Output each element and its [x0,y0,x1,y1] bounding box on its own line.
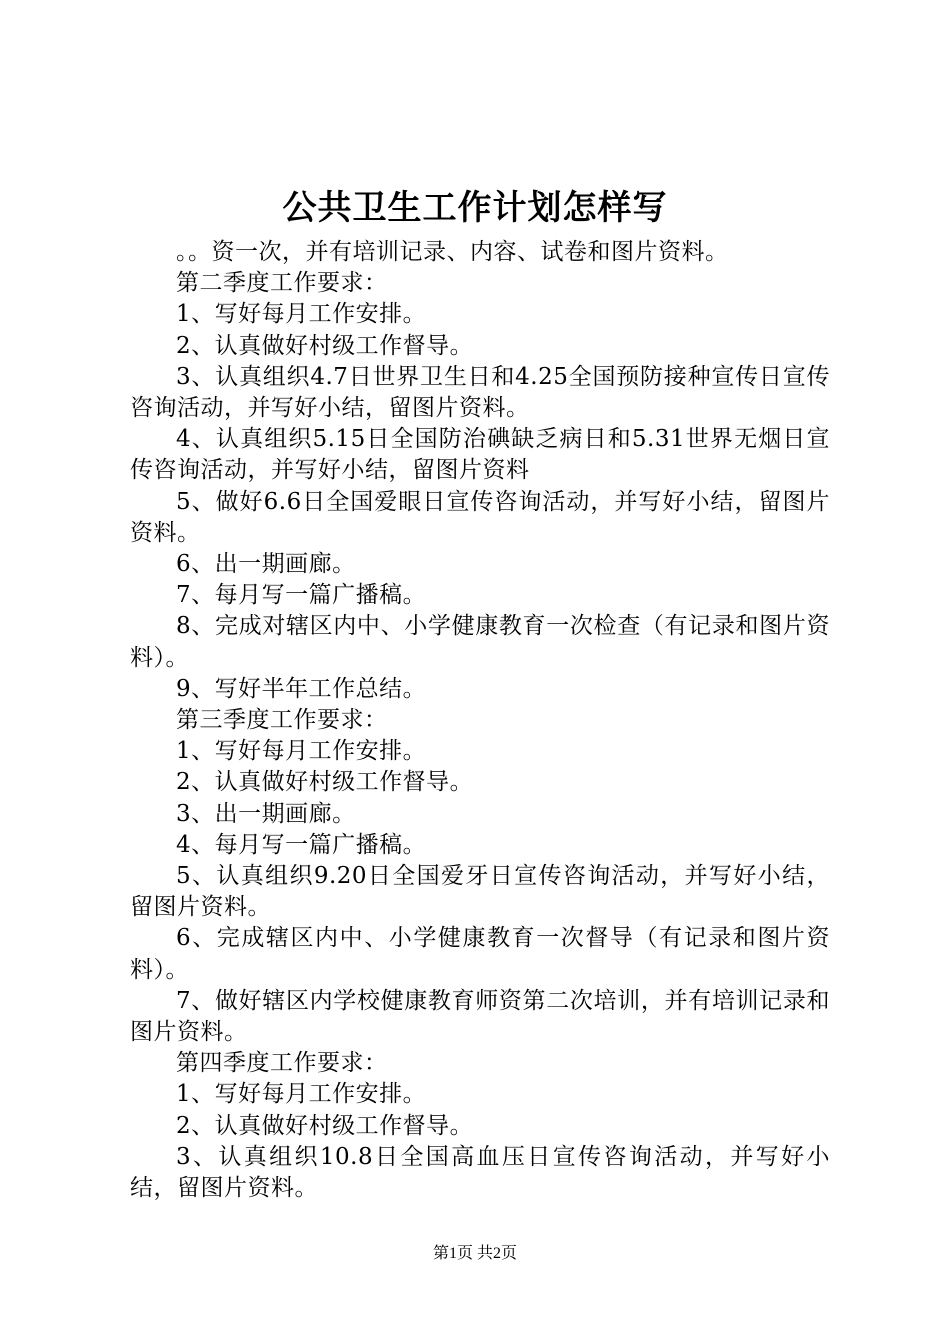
paragraph: 6、完成辖区内中、小学健康教育一次督导（有记录和图片资料）。 [130,925,830,983]
section-heading-q2: 第二季度工作要求： [176,270,388,297]
section-heading-q4: 第四季度工作要求： [176,1050,388,1077]
paragraph: 2、认真做好村级工作督导。 [176,1112,474,1139]
paragraph: 5、做好6.6日全国爱眼日宣传咨询活动，并写好小结，留图片资料。 [130,488,830,546]
paragraph: 3、认真组织10.8日全国高血压日宣传咨询活动，并写好小结，留图片资料。 [130,1143,830,1202]
paragraph: 1、写好每月工作安排。 [176,301,427,328]
paragraph: 9、写好半年工作总结。 [176,675,427,702]
paragraph: 3、认真组织4.7日世界卫生日和4.25全国预防接种宣传日宣传咨询活动，并写好小结，留图片资料。 [130,363,830,422]
paragraph: 5、认真组织9.20日全国爱牙日宣传咨询活动，并写好小结，留图片资料。 [130,863,830,921]
page-number-footer: 第1页 共2页 [432,1245,517,1262]
paragraph: 4、每月写一篇广播稿。 [176,831,427,858]
document-body [130,237,830,1204]
section-heading-q3: 第三季度工作要求： [176,707,388,734]
paragraph: 4、认真组织5.15日全国防治碘缺乏病日和5.31世界无烟日宣传咨询活动，并写好小结，留图片资料 [130,426,830,484]
paragraph: 7、每月写一篇广播稿。 [176,582,427,609]
paragraph: 7、做好辖区内学校健康教育师资第二次培训，并有培训记录和图片资料。 [130,987,830,1046]
paragraph: 。。资一次，并有培训记录、内容、试卷和图片资料。 [176,239,729,265]
document-title: 公共卫生工作计划怎样写 [282,188,668,228]
paragraph: 1、写好每月工作安排。 [176,1081,427,1108]
paragraph: 2、认真做好村级工作督导。 [176,332,474,359]
paragraph: 3、出一期画廊。 [176,800,356,827]
paragraph: 8、完成对辖区内中、小学健康教育一次检查（有记录和图片资料）。 [130,613,830,671]
paragraph: 1、写好每月工作安排。 [176,738,427,765]
paragraph: 6、出一期画廊。 [176,551,356,578]
paragraph: 2、认真做好村级工作督导。 [176,769,474,796]
